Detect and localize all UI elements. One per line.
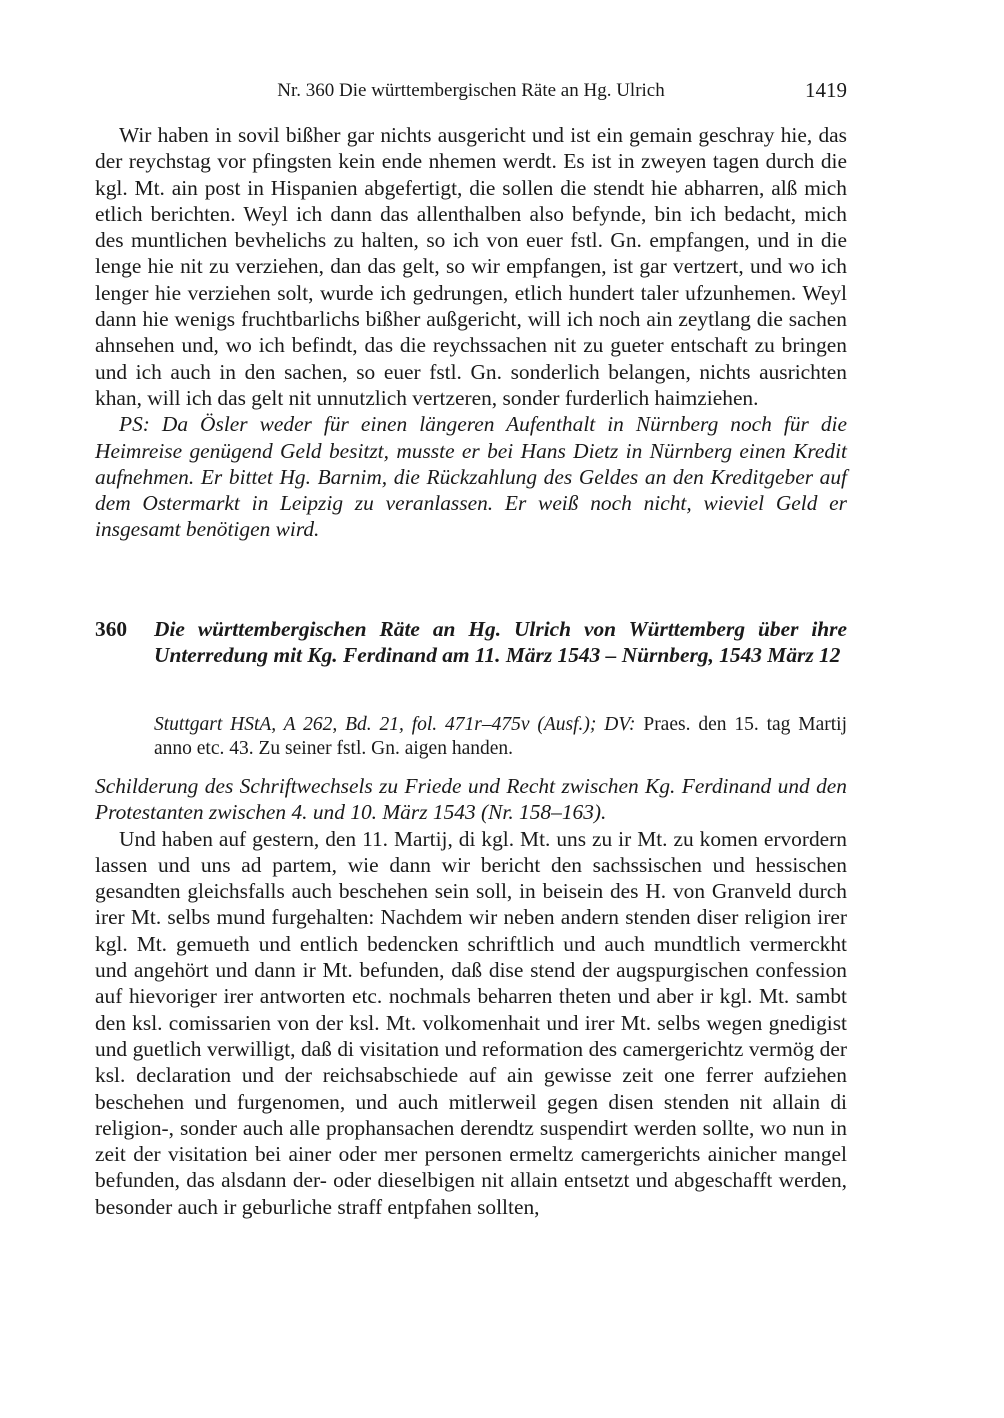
source-archive: Stuttgart HStA, A 262, Bd. 21, fol. 471r–475v (Ausf.); DV: [154, 714, 636, 735]
document-text [95, 773, 847, 1220]
letter-continuation [95, 122, 847, 543]
document-number: 360 [95, 617, 128, 641]
running-header [95, 80, 847, 108]
document-body: Und haben auf gestern, den 11. Martij, di kgl. Mt. uns zu ir Mt. zu komen ervordern lassen und uns ad partem, wie dann wir bericht den sachssischen und hessischen gesandten gleichsfalls auch beschehen sein soll, in beisein des H. von Granveld durch irer Mt. selbs mund furgehalten: Nachdem wir neben andern stenden diser religion irer kgl. Mt. gemueth und entlich bedencken schriftlich und auch mundtlich vermerckht und angehört und dann ir Mt. befunden, daß dise stend der augspurgischen confession auf hievoriger irer antworten etc. nochmals beharren theten und aber ir kgl. Mt. sambt den ksl. comissarien von der ksl. Mt. volkomenhait und irer Mt. selbs wegen gnedigist und guetlich verwilligt, daß di visitation und reformation des camergerichtz vermög der ksl. declaration und der reichsabschiede auf ain gewisse zeit one ferrer aufziehen beschehen und furgenomen, und auch mitlerweil gegen disen stenden nit allain di religion-, sonder auch alle prophansachen derendtz suspendirt werden sollte, wo nun in zeit der visitation bei ainer oder mer personen ermeltz camergerichts ainicher mangel befunden, das alsdann der- oder dieselbigen nit allain entsetzt und abgeschafft werden, besonder auch ir geburliche straff entpfahen sollten, [95, 826, 847, 1219]
postscript: PS: Da Ösler weder für einen längeren Aufenthalt in Nürnberg noch für die Heimreise genügend Geld besitzt, musste er bei Hans Dietz in Nürnberg einen Kredit aufnehmen. Er bittet Hg. Barnim, die Rückzahlung des Geldes an den Kreditgeber auf dem Ostermarkt in Leipzig zu veranlassen. Er weiß noch nicht, wieviel Geld er insgesamt benötigen wird. [95, 412, 847, 542]
letter-paragraph: Wir haben in sovil bißher gar nichts ausgericht und ist ein gemain geschray hie, das der reychstag vor pfingsten kein ende nhemen werdt. Es ist in zweyen tagen durch die kgl. Mt. ain post in Hispanien abgefertigt, die sollen die stendt hie abharren, alß mich etlich berichten. Weyl ich dann das allenthalben also befynde, bin ich bedacht, mich des muntlichen bevhelichs zu halten, so ich von euer fstl. Gn. empfangen, und in die lenge hie nit zu verziehen, dan das gelt, so wir empfangen, ist gar vertzert, und wo ich lenger hie verziehen solt, wurde ich gedrungen, etlich hundert taler ufzunhemen. Weyl dann hie wenigs fruchtbarlichs bißher außgericht, will ich noch ain zeytlang die sachen ahnsehen und, wo ich befindt, das die reychssachen nit zu gueter entschaft zu bringen und ich auch in den sachen, so euer fstl. Gn. sonderlich belangen, nichts ausrichten khan, will ich das gelt nit unnutzlich vertzeren, sonder furderlich haimziehen. [95, 123, 847, 410]
document-title: Die württembergischen Räte an Hg. Ulrich von Württemberg über ihre Unterredung mit Kg. Ferdinand am 11. März 1543 – Nürnberg, 1543 März 12 [154, 617, 847, 668]
source-endorsement: Praes. den 15. tag Martij anno etc. 43. Zu seiner fstl. Gn. aigen handen. [154, 714, 847, 759]
running-title: Nr. 360 Die württembergischen Räte an Hg. Ulrich [277, 80, 665, 101]
page-number: 1419 [805, 78, 847, 102]
document-summary: Schilderung des Schriftwechsels zu Friede und Recht zwischen Kg. Ferdinand und den Protestanten zwischen 4. und 10. März 1543 (Nr. 158–163). [95, 774, 847, 825]
source-note [154, 713, 847, 761]
